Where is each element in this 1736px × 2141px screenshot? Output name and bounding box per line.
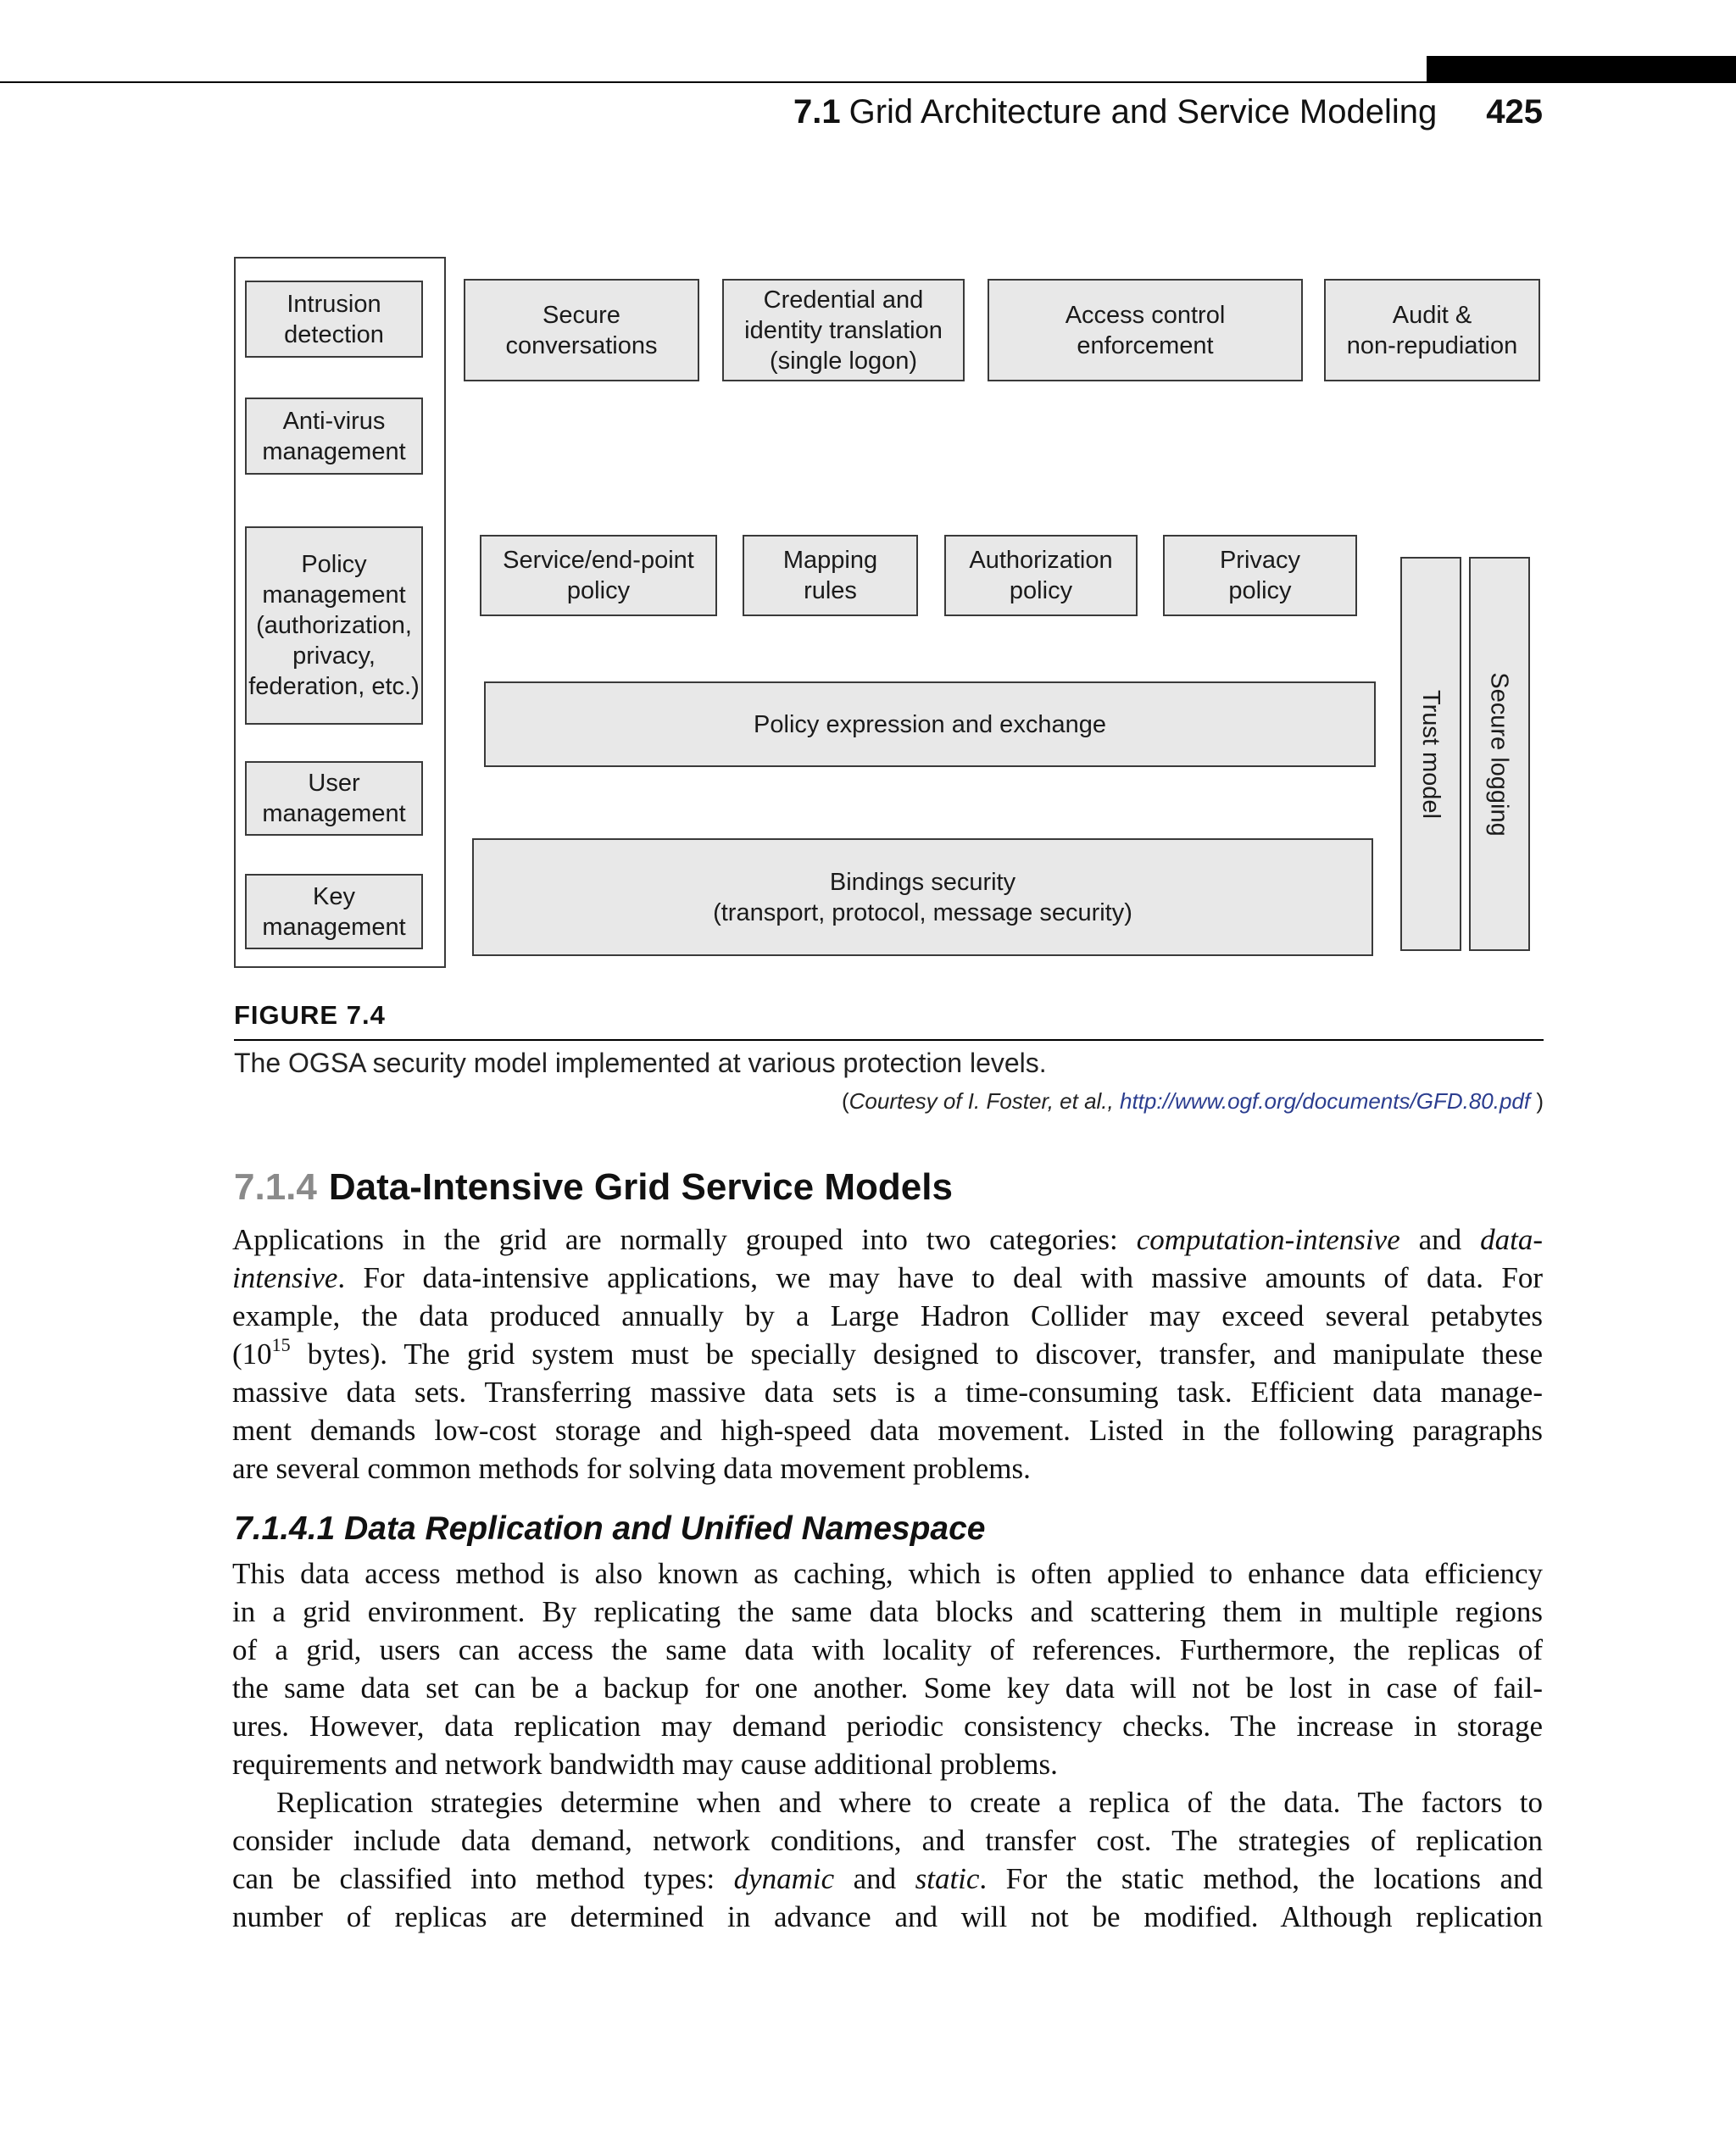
- para2-line-3: of a grid, users can access the same data with locality of references. Furthermore, the replicas of: [232, 1633, 1543, 1666]
- courtesy-close: ): [1530, 1088, 1544, 1114]
- authorization-policy-label: Authorization policy: [969, 547, 1113, 604]
- para1-line-2: [232, 1259, 1543, 1297]
- para1-line-1: [232, 1221, 1543, 1259]
- para1-line-4: [232, 1335, 1543, 1373]
- para1-text: (10: [232, 1337, 272, 1371]
- para1-line-5: massive data sets. Transferring massive data sets is a time-consuming task. Efficient data manage-: [232, 1376, 1543, 1409]
- anti-virus-box: [245, 398, 423, 475]
- access-control-box: [988, 279, 1303, 381]
- para1-text: . For data-intensive applications, we may have to deal with massive amounts of data. For: [337, 1261, 1543, 1294]
- secure-logging-label: Secure logging: [1486, 671, 1514, 837]
- para3-line-2: consider include data demand, network conditions, and transfer cost. The strategies of replication: [232, 1824, 1543, 1857]
- para3-emphasis: static: [915, 1862, 980, 1895]
- page-number: 425: [1486, 93, 1543, 131]
- credential-translation-box: [722, 279, 965, 381]
- authorization-policy-box: [944, 535, 1138, 616]
- para1-emphasis: computation-intensive: [1136, 1223, 1400, 1256]
- anti-virus-label: Anti-virus management: [262, 407, 406, 465]
- service-endpoint-policy-label: Service/end-point policy: [503, 547, 694, 604]
- section-title: Data-Intensive Grid Service Models: [328, 1166, 953, 1208]
- para3-emphasis: dynamic: [733, 1862, 835, 1895]
- bindings-security-label: Bindings security (transport, protocol, message security): [713, 868, 1132, 926]
- policy-management-box: [245, 526, 423, 725]
- para3-text: can be classified into method types:: [232, 1862, 734, 1895]
- para1-line-6: ment demands low-cost storage and high-speed data movement. Listed in the following paragraphs: [232, 1414, 1543, 1447]
- para2-line-4: the same data set can be a backup for one another. Some key data will not be lost in case of fail-: [232, 1671, 1543, 1704]
- intrusion-detection-label: Intrusion detection: [284, 290, 384, 348]
- para1-emphasis: intensive: [232, 1261, 338, 1294]
- para1-emphasis: data-: [1480, 1223, 1543, 1256]
- mapping-rules-label: Mapping rules: [782, 547, 878, 604]
- para1-line-7: are several common methods for solving data movement problems.: [232, 1452, 1031, 1485]
- secure-logging-box: [1469, 557, 1530, 951]
- key-management-label: Key management: [262, 882, 406, 941]
- figure-label: FIGURE 7.4: [234, 1000, 386, 1030]
- policy-expression-label: Policy expression and exchange: [754, 710, 1106, 738]
- ogsa-security-diagram: [234, 254, 1544, 968]
- para3-line-1: Replication strategies determine when and where to create a replica of the data. The factors to: [276, 1786, 1543, 1819]
- header-tab-bar: [1427, 56, 1736, 82]
- key-management-box: [245, 874, 423, 949]
- service-endpoint-policy-box: [480, 535, 717, 616]
- privacy-policy-label: Privacy policy: [1219, 547, 1301, 604]
- policy-expression-box: [484, 681, 1376, 767]
- para1-text: and: [1399, 1223, 1481, 1256]
- para2-line-6: requirements and network bandwidth may cause additional problems.: [232, 1748, 1058, 1781]
- secure-conversations-label: Secure conversations: [505, 301, 658, 359]
- para1-superscript: 15: [271, 1334, 291, 1356]
- courtesy-text: Courtesy of I. Foster, et al.,: [849, 1088, 1120, 1114]
- para1-line-3: example, the data produced annually by a Large Hadron Collider may exceed several petabytes: [232, 1299, 1543, 1332]
- trust-model-box: [1400, 557, 1461, 951]
- running-header: [0, 93, 1543, 131]
- para1-text: bytes). The grid system must be specially designed to discover, transfer, and manipulate these: [290, 1337, 1543, 1371]
- trust-model-label: Trust model: [1417, 689, 1444, 819]
- figure-courtesy: [234, 1088, 1544, 1115]
- caption-rule: [234, 1039, 1544, 1041]
- figure-caption: The OGSA security model implemented at various protection levels.: [234, 1048, 1047, 1078]
- bindings-security-box: [472, 838, 1373, 956]
- access-control-label: Access control enforcement: [1065, 301, 1226, 359]
- para2-line-5: ures. However, data replication may demand periodic consistency checks. The increase in storage: [232, 1710, 1543, 1743]
- courtesy-link[interactable]: http://www.ogf.org/documents/GFD.80.pdf: [1119, 1088, 1531, 1114]
- intrusion-detection-box: [245, 281, 423, 358]
- header-section-number: 7.1: [793, 93, 841, 131]
- para3-line-3: [232, 1860, 1543, 1898]
- courtesy-open: (: [841, 1088, 849, 1114]
- mapping-rules-box: [743, 535, 918, 616]
- subsection-heading: 7.1.4.1 Data Replication and Unified Namespace: [234, 1510, 986, 1547]
- user-management-label: User management: [262, 770, 406, 827]
- policy-management-label: Policy management (authorization, privacy, federation, etc.): [248, 551, 420, 700]
- audit-box: [1324, 279, 1540, 381]
- para3-text: and: [834, 1862, 915, 1895]
- para2-line-2: in a grid environment. By replicating the same data blocks and scattering them in multiple regions: [232, 1595, 1543, 1628]
- section-heading: [234, 1166, 953, 1209]
- privacy-policy-box: [1163, 535, 1357, 616]
- credential-translation-label: Credential and identity translation (single logon): [744, 286, 943, 375]
- para3-line-4: number of replicas are determined in advance and will not be modified. Although replication: [232, 1900, 1543, 1933]
- user-management-box: [245, 761, 423, 836]
- section-number: 7.1.4: [234, 1166, 317, 1208]
- para3-text: . For the static method, the locations and: [979, 1862, 1543, 1895]
- para1-text: Applications in the grid are normally grouped into two categories:: [232, 1223, 1137, 1256]
- audit-label: Audit & non-repudiation: [1346, 301, 1518, 359]
- para2-line-1: This data access method is also known as caching, which is often applied to enhance data efficiency: [232, 1557, 1543, 1590]
- secure-conversations-box: [464, 279, 699, 381]
- header-section-title: Grid Architecture and Service Modeling: [849, 93, 1438, 131]
